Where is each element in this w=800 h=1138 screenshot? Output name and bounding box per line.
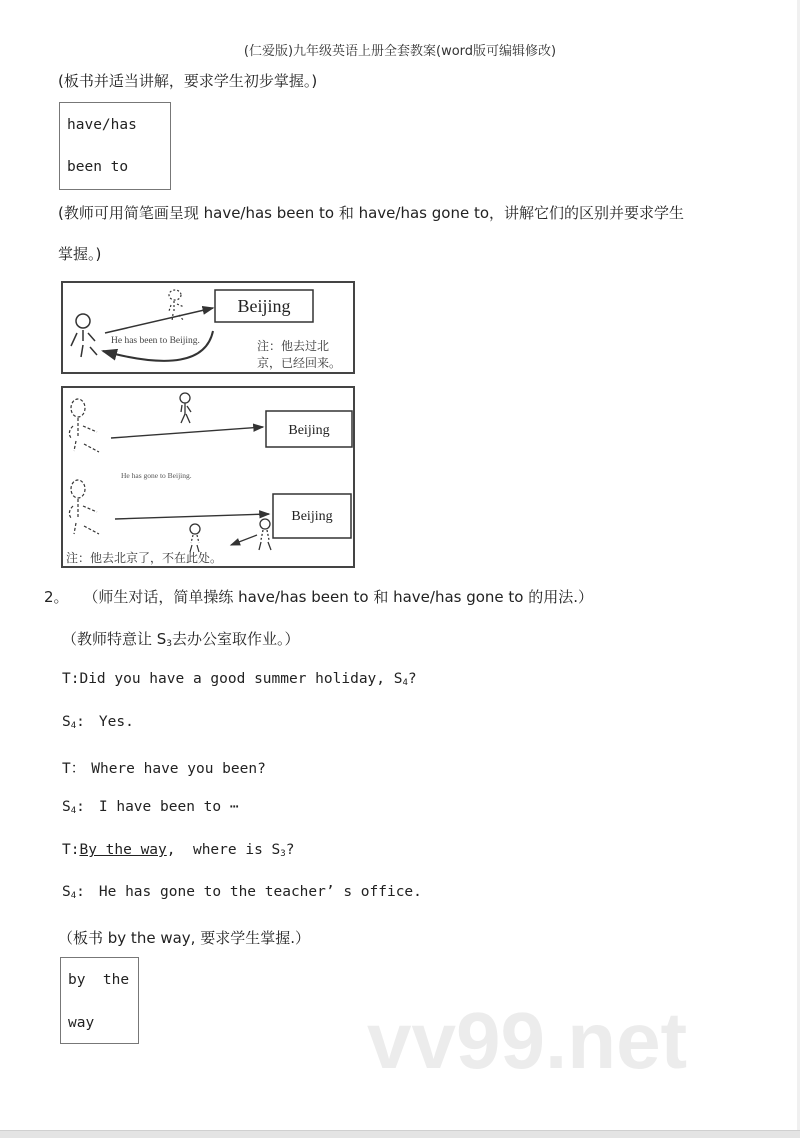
destination-label: Beijing	[291, 509, 333, 524]
subscript: 3	[280, 849, 286, 859]
section-heading	[44, 586, 593, 607]
board-text: been to	[67, 159, 129, 175]
separator: :	[70, 842, 80, 858]
board-text: way	[68, 1015, 95, 1031]
underlined-phrase: By the way	[79, 842, 167, 858]
teacher-note-cont: 掌握。)	[58, 245, 102, 263]
board-text: have/has	[67, 117, 137, 133]
dialogue-text: Where have you been?	[91, 761, 266, 777]
figure-note: 京，已经回来。	[257, 356, 342, 370]
separator: :	[76, 884, 85, 900]
figure-note: 注：他去北京了，不在此处。	[66, 551, 223, 565]
dialogue-line	[62, 671, 417, 688]
speaker: T	[62, 671, 71, 687]
figure-been-to	[61, 281, 355, 374]
section-number: 2。	[44, 588, 69, 606]
dialogue-line	[62, 884, 422, 901]
dialogue-text: ?	[285, 842, 295, 858]
stick-figure-drawing	[63, 283, 353, 372]
instruction-text: 去办公室取作业。）	[172, 630, 300, 648]
instruction-text: （教师特意让 S	[62, 630, 167, 648]
figure-gone-to	[61, 386, 355, 568]
dialogue-line	[62, 714, 134, 731]
figure-note: 注：他去过北	[257, 339, 330, 353]
speaker: S	[62, 714, 71, 730]
subscript: 4	[70, 721, 77, 731]
board-note: (板书并适当讲解，要求学生初步掌握。)	[58, 72, 318, 90]
speaker: S	[62, 799, 71, 815]
destination-label: Beijing	[237, 296, 291, 316]
board-box-by-the-way	[60, 957, 139, 1044]
subscript: 4	[402, 678, 408, 688]
dialogue-text: ?	[407, 671, 417, 687]
dialogue-text: I have been to ⋯	[98, 799, 239, 815]
dialogue-text: , where is S	[166, 842, 281, 858]
board-note: （板书 by the way, 要求学生掌握.）	[58, 929, 310, 947]
separator: :	[76, 799, 85, 815]
dialogue-line	[62, 842, 294, 859]
board-box-been-to	[59, 102, 171, 190]
dialogue-text: Yes.	[98, 714, 134, 730]
board-text: by the	[68, 972, 130, 988]
teacher-instruction	[62, 628, 300, 649]
caption: He has gone to Beijing.	[121, 471, 192, 480]
section-title: （师生对话，简单操练 have/has been to 和 have/has gone to 的用法.）	[83, 588, 594, 606]
teacher-note: (教师可用简笔画呈现 have/has been to 和 have/has gone to，讲解它们的区别并要求学生	[58, 204, 685, 222]
dialogue-line	[62, 799, 239, 816]
dialogue-line	[62, 757, 266, 778]
subscript: 4	[70, 806, 77, 816]
dialogue-text: He has gone to the teacher’ s office.	[98, 884, 422, 900]
speaker: T	[62, 842, 71, 858]
destination-label: Beijing	[288, 423, 330, 438]
dialogue-text: Did you have a good summer holiday, S	[79, 671, 403, 687]
caption: He has been to Beijing.	[111, 336, 200, 346]
separator: :	[70, 671, 80, 687]
separator: ：	[70, 761, 86, 777]
subscript: 3	[166, 639, 173, 649]
subscript: 4	[70, 891, 77, 901]
speaker: S	[62, 884, 71, 900]
separator: :	[76, 714, 85, 730]
speaker: T	[62, 761, 71, 777]
document-header: (仁爱版)九年级英语上册全套教案(word版可编辑修改)	[243, 44, 557, 59]
watermark: vv99.net	[367, 996, 688, 1085]
stick-figure-drawing	[63, 388, 353, 566]
